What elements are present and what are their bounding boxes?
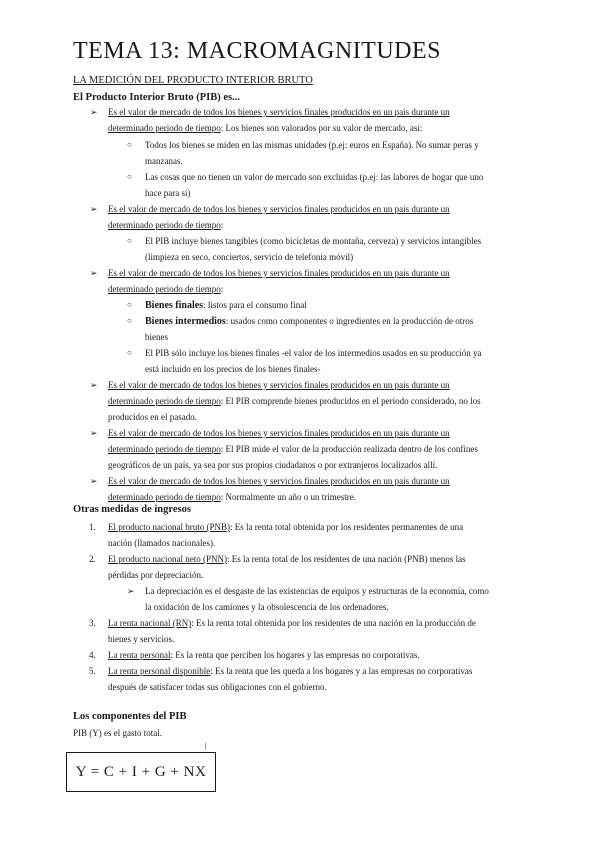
list-number: 3. — [89, 618, 96, 628]
sub-item: Bienes intermedios: usados como componentes o ingredientes en la producción de otros — [145, 316, 474, 327]
circle-bullet-icon: ○ — [127, 316, 132, 325]
bullet-6-line2: determinado periodo de tiempo: Normalmente un año o un trimestre. — [108, 492, 356, 502]
sub-item: El PIB incluye bienes tangibles (como bicicletas de montaña, cerveza) y servicios intangibles — [145, 236, 482, 246]
arrow-bullet-icon: ➢ — [90, 380, 98, 390]
arrow-bullet-icon: ➢ — [90, 204, 98, 214]
list-number: 1. — [89, 522, 96, 532]
sub-item-cont: manzanas. — [145, 156, 183, 166]
bullet-3-line1: Es el valor de mercado de todos los bienes y servicios finales producidos en un país durante un — [108, 268, 450, 278]
income-item-2-sub-cont: la oxidación de los camiones y la obsolescencia de los ordenadores. — [145, 602, 389, 612]
circle-bullet-icon: ○ — [127, 140, 132, 149]
income-item-1: El producto nacional bruto (PNB): Es la renta total obtenida por los residentes permanentes de una — [108, 522, 464, 532]
gdp-formula: Y = C + I + G + NX — [66, 752, 216, 792]
bullet-6-line1: Es el valor de mercado de todos los bienes y servicios finales producidos en un país durante un — [108, 476, 450, 486]
income-item-2: El producto nacional neto (PNN): Es la renta total de los residentes de una nación (PNB) menos las — [108, 554, 466, 564]
sub-item: Las cosas que no tienen un valor de mercado son excluidas (p.ej: las labores de hogar que uno — [145, 172, 484, 182]
bullet-2-line2: determinado periodo de tiempo: — [108, 220, 224, 230]
list-number: 4. — [89, 650, 96, 660]
circle-bullet-icon: ○ — [127, 300, 132, 309]
divider — [205, 743, 206, 750]
circle-bullet-icon: ○ — [127, 236, 132, 245]
bullet-1-line2: determinado periodo de tiempo: Los bienes son valorados por su valor de mercado, así: — [108, 123, 423, 133]
income-item-3: La renta nacional (RN): Es la renta total obtenida por los residentes de una nación en la producción de — [108, 618, 476, 628]
list-number: 5. — [89, 666, 96, 676]
bullet-1-line1: Es el valor de mercado de todos los bienes y servicios finales producidos en un país durante un — [108, 107, 450, 117]
income-item-4: La renta personal: Es la renta que perciben los hogares y las empresas no corporativas. — [108, 650, 420, 660]
income-item-5: La renta personal disponible: Es la renta que les queda a los hogares y a las empresas no corporativas — [108, 666, 473, 676]
arrow-bullet-icon: ➢ — [90, 476, 98, 486]
circle-bullet-icon: ○ — [127, 348, 132, 357]
income-item-5-cont: después de satisfacer todas sus obligaciones con el gobierno. — [108, 682, 327, 692]
arrow-bullet-icon: ➢ — [90, 268, 98, 278]
bullet-4-line2: determinado periodo de tiempo: El PIB comprende bienes producidos en el periodo considerado, no los — [108, 396, 481, 406]
pib-heading: El Producto Interior Bruto (PIB) es... — [73, 92, 241, 103]
income-item-1-cont: nación (llamados nacionales). — [108, 538, 216, 548]
sub-item-cont: bienes — [145, 332, 168, 342]
income-item-2-sub: La depreciación es el desgaste de las existencias de equipos y estructuras de la economía, como — [145, 586, 489, 596]
arrow-bullet-icon: ➢ — [127, 586, 135, 596]
sub-item-cont: (limpieza en seco, conciertos, servicio de telefonía móvil) — [145, 252, 354, 262]
bullet-5-line3: geográficos de un país, ya sea por sus propios ciudadanos o por extranjeros localizados allí. — [108, 460, 438, 470]
bullet-5-line1: Es el valor de mercado de todos los bienes y servicios finales producidos en un país durante un — [108, 428, 450, 438]
bullet-5-line2: determinado periodo de tiempo: El PIB mide el valor de la producción realizada dentro de los confines — [108, 444, 478, 454]
components-text: PIB (Y) es el gasto total. — [73, 728, 162, 738]
bullet-4-line1: Es el valor de mercado de todos los bienes y servicios finales producidos en un país durante un — [108, 380, 450, 390]
bullet-3-line2: determinado periodo de tiempo: — [108, 284, 224, 294]
income-item-2-cont: pérdidas por depreciación. — [108, 570, 204, 580]
components-heading: Los componentes del PIB — [73, 711, 187, 722]
arrow-bullet-icon: ➢ — [90, 428, 98, 438]
circle-bullet-icon: ○ — [127, 172, 132, 181]
sub-item: El PIB sólo incluye los bienes finales -el valor de los intermedios usados en su producción ya — [145, 348, 482, 358]
arrow-bullet-icon: ➢ — [90, 107, 98, 117]
bullet-4-line3: producidos en el pasado. — [108, 412, 197, 422]
sub-item: Todos los bienes se miden en las mismas unidades (p.ej: euros en España). No sumar peras y — [145, 140, 479, 150]
sub-item-cont: hace para sí) — [145, 188, 191, 198]
sub-item: Bienes finales: listos para el consumo final — [145, 300, 307, 311]
income-heading: Otras medidas de ingresos — [73, 504, 191, 515]
income-item-3-cont: bienes y servicios. — [108, 634, 175, 644]
section-title: LA MEDICIÓN DEL PRODUCTO INTERIOR BRUTO — [73, 75, 313, 86]
document-title: TEMA 13: MACROMAGNITUDES — [73, 38, 442, 64]
bullet-2-line1: Es el valor de mercado de todos los bienes y servicios finales producidos en un país durante un — [108, 204, 450, 214]
sub-item-cont: está incluido en los precios de los bienes finales- — [145, 364, 321, 374]
list-number: 2. — [89, 554, 96, 564]
